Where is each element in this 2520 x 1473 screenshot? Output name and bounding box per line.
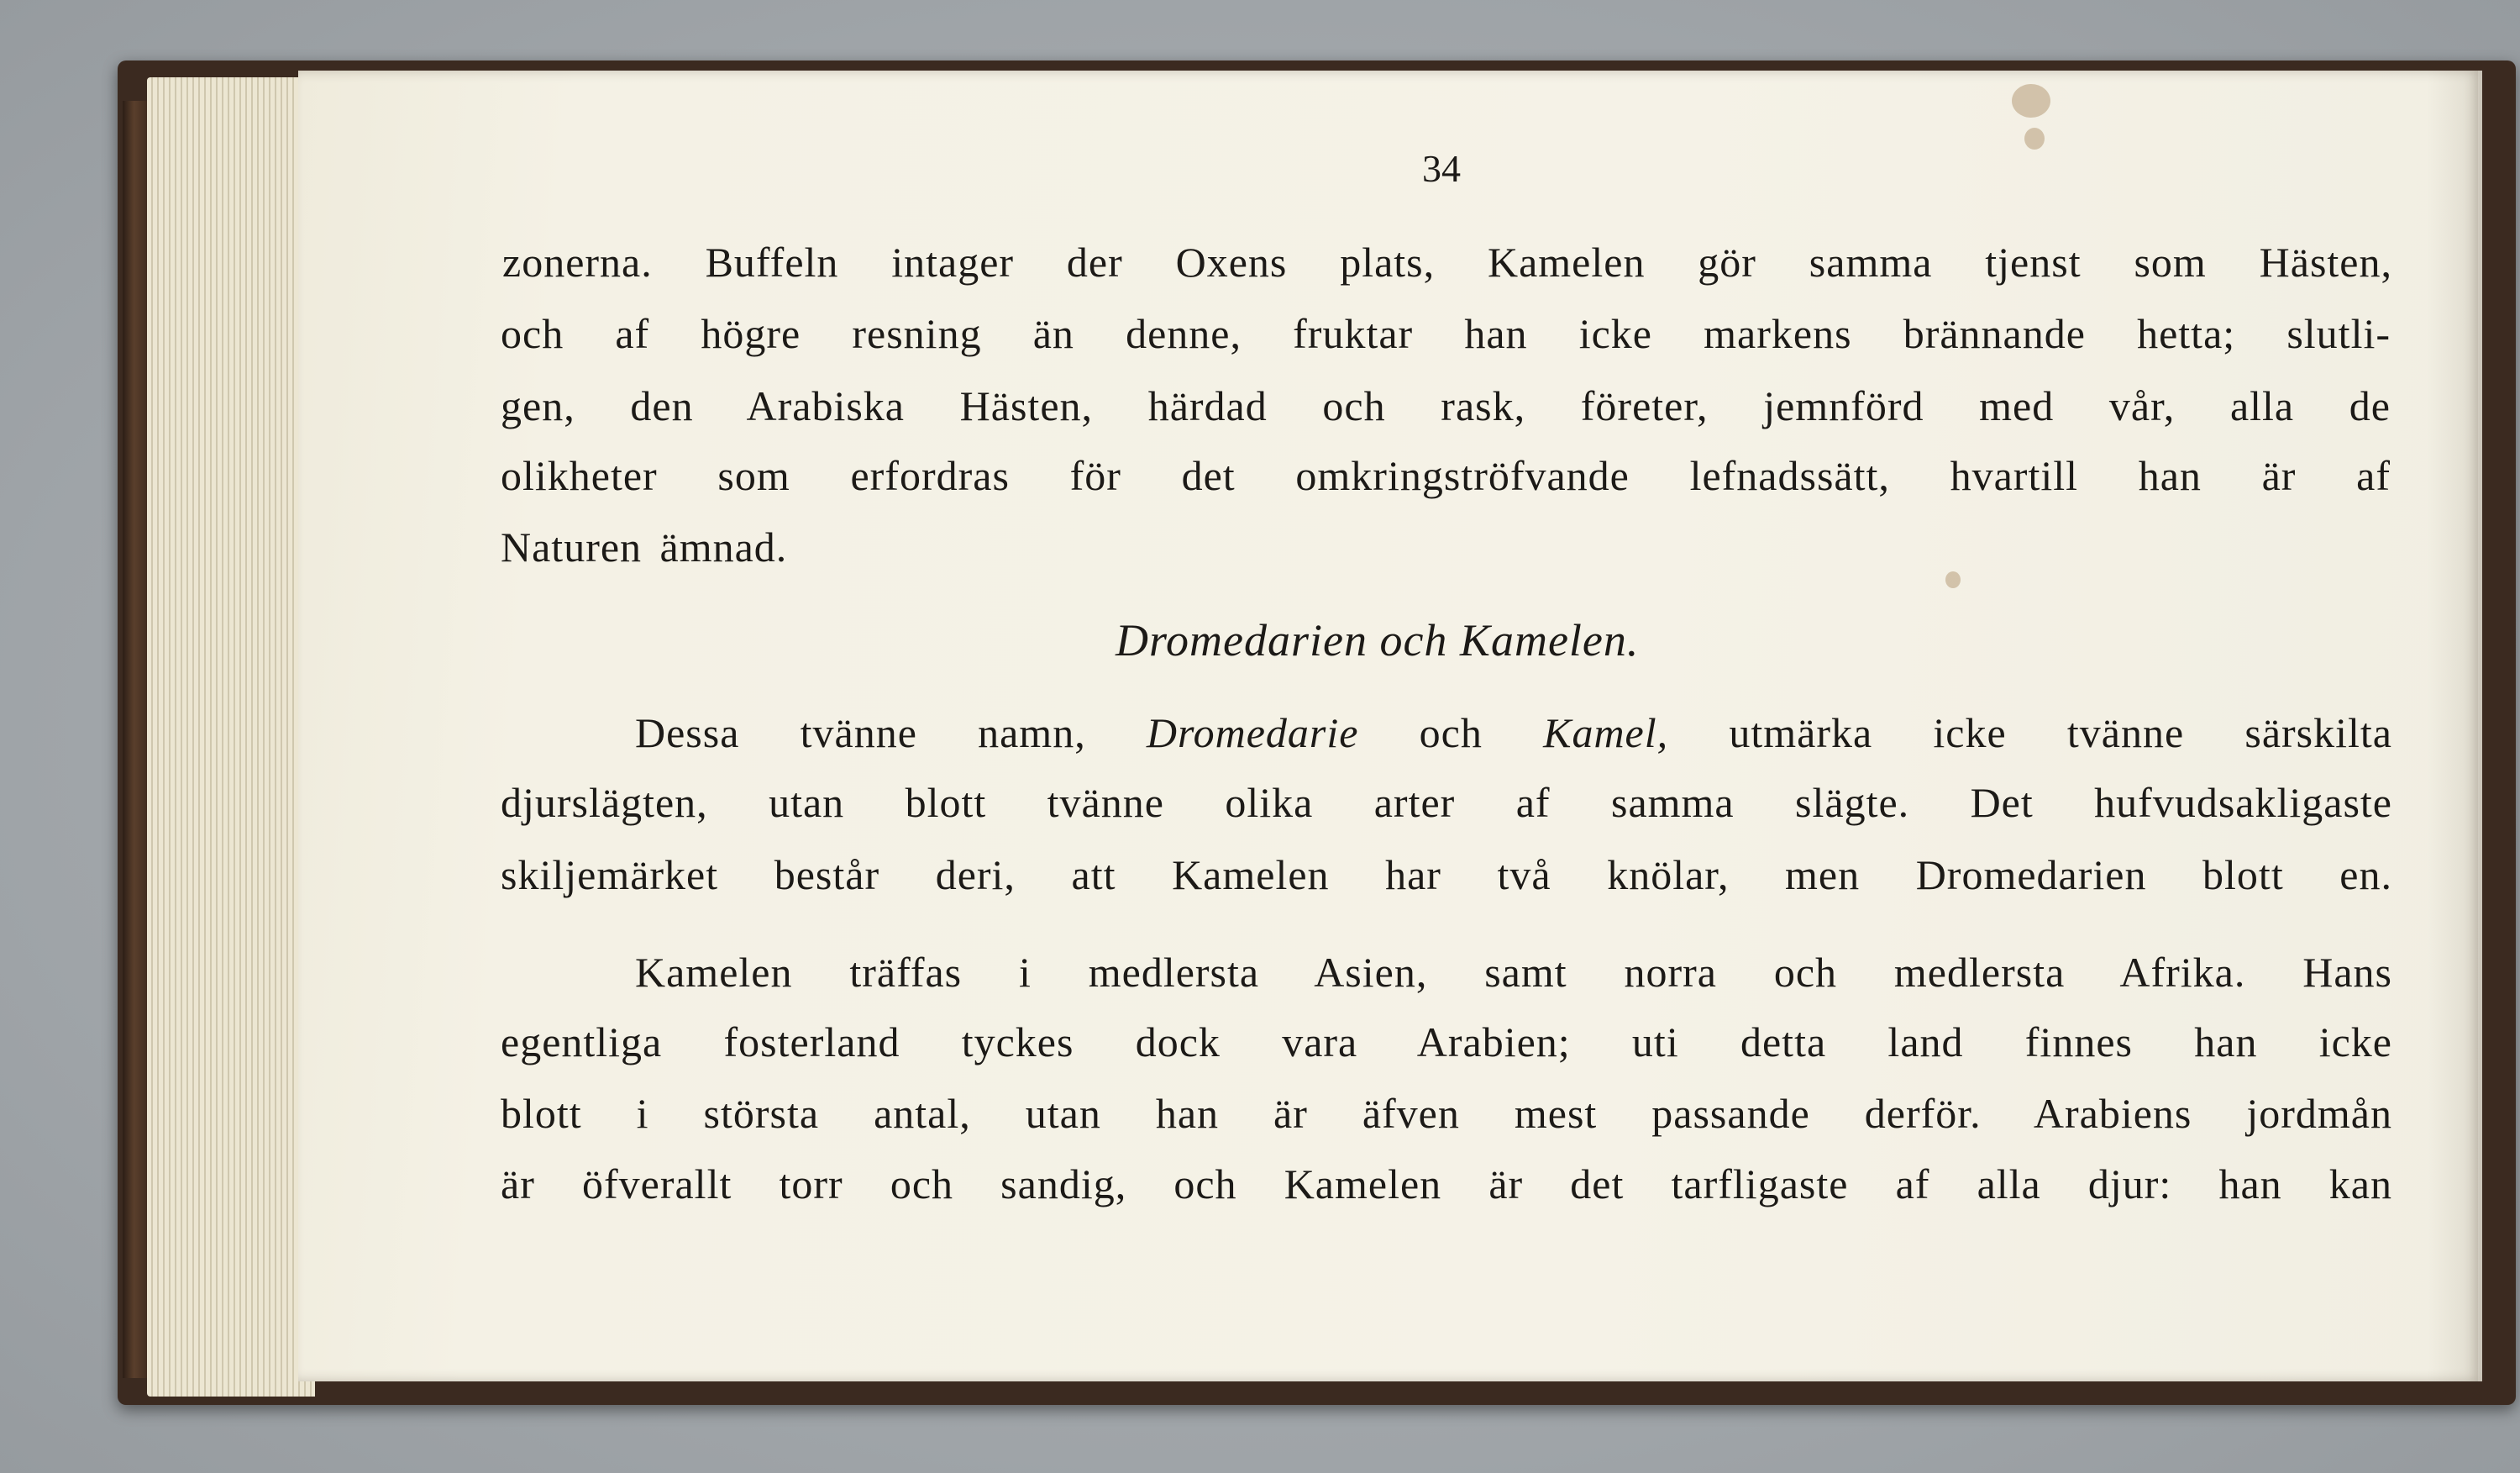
ink-stain — [2012, 84, 2050, 118]
paragraph-1-line-4: olikheter som erfordras för det omkringströfvande lefnadssätt, hvartill han är af — [501, 452, 2391, 499]
ink-stain — [1945, 571, 1961, 588]
paragraph-3-line-2: egentliga fosterland tyckes dock vara Arabien; uti detta land finnes han icke — [501, 1018, 2392, 1065]
page-edges — [147, 77, 315, 1397]
paragraph-3-line-1: Kamelen träffas i medlersta Asien, samt norra och medlersta Afrika. Hans — [635, 949, 2392, 996]
p2-text-end: utmärka icke tvänne särskilta — [1668, 709, 2392, 756]
page-curl-shadow — [2428, 71, 2478, 1381]
ink-stain — [2024, 128, 2045, 150]
p2-text-mid: och — [1358, 709, 1544, 756]
paragraph-1-line-2: och af högre resning än denne, fruktar han icke markens brännande hetta; slutli- — [501, 310, 2391, 357]
p2-italic-kamel: Kamel, — [1543, 709, 1669, 756]
paragraph-2-line-1 — [635, 709, 2392, 756]
paragraph-1-line-3: gen, den Arabiska Hästen, härdad och rask, företer, jemnförd med vår, alla de — [501, 382, 2391, 429]
paragraph-3-line-3: blott i största antal, utan han är äfven mest passande derför. Arabiens jordmån — [501, 1090, 2392, 1137]
paragraph-1-line-1: zonerna. Buffeln intager der Oxens plats, Kamelen gör samma tjenst som Hästen, — [502, 239, 2392, 286]
page-number: 34 — [1422, 147, 1461, 190]
paragraph-1-line-5: Naturen ämnad. — [501, 523, 788, 571]
paragraph-2-line-3: skiljemärket består deri, att Kamelen har två knölar, men Dromedarien blott en. — [501, 851, 2392, 898]
paragraph-3-line-4: är öfverallt torr och sandig, och Kamelen är det tarfligaste af alla djur: han kan — [501, 1160, 2392, 1207]
paragraph-2-line-2: djurslägten, utan blott tvänne olika arter af samma slägte. Det hufvudsakligaste — [501, 779, 2392, 826]
p2-text-start: Dessa tvänne namn, — [635, 709, 1147, 756]
section-heading: Dromedarien och Kamelen. — [1116, 615, 1640, 665]
p2-italic-dromedarie: Dromedarie — [1146, 709, 1359, 756]
